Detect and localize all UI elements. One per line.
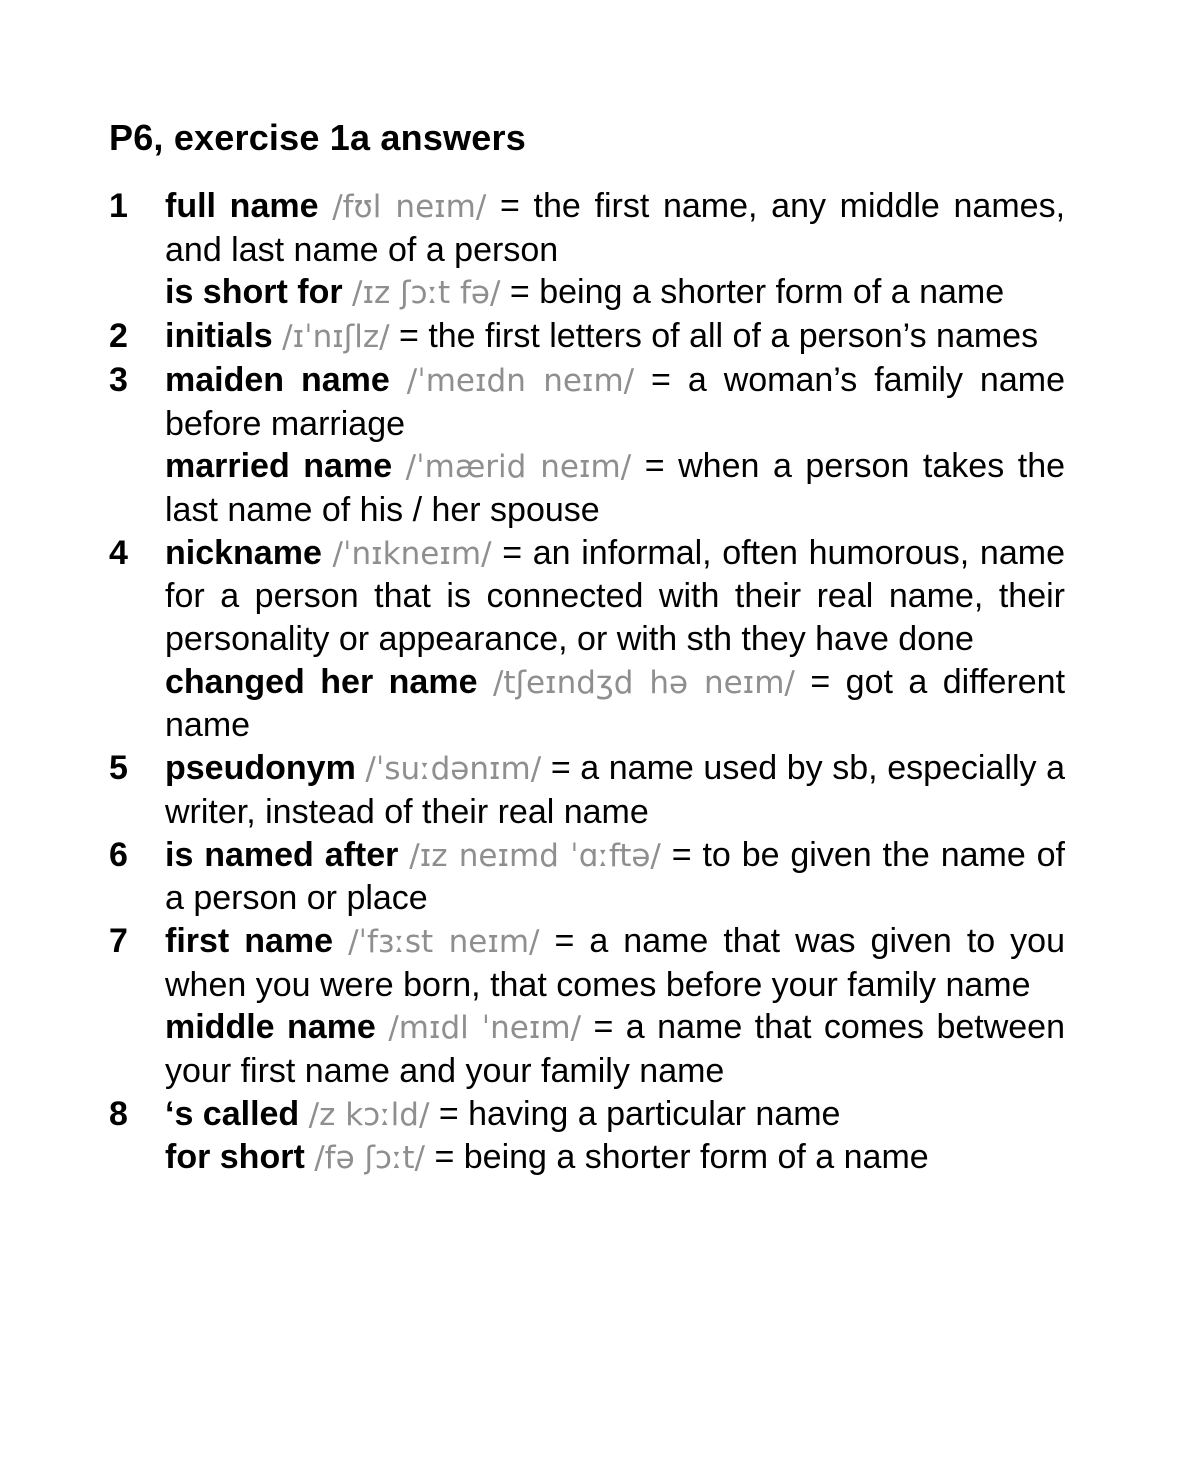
definition-text: = being a shorter form of a name [434,1138,929,1177]
definition [165,661,1065,747]
definition [165,747,1065,833]
definition-group [165,315,1065,359]
phonetic-transcription: /ɪz neɪmd ˈɑːftə/ [409,837,661,874]
definition-group [165,185,1065,315]
definition [165,532,1065,661]
definition-text: = a name used by sb, especially a writer, instead of their real name [165,749,1066,831]
vocab-term: is named after [165,835,399,874]
definition-group [165,920,1065,1093]
definition-text: = got a different name [165,662,1066,745]
vocab-term: changed her name [165,662,478,701]
answer-number: 4 [109,533,128,572]
vocab-term: first name [165,921,334,960]
answer-number: 8 [109,1094,128,1133]
answer-item [109,315,1065,359]
vocab-term: married name [165,447,393,486]
vocab-term: middle name [165,1008,376,1047]
definition [165,315,1065,359]
answer-item [109,747,1065,833]
definition-group [165,532,1065,748]
phonetic-transcription: /ˈfɜːst neɪm/ [348,923,540,960]
phonetic-transcription: /z kɔːld/ [308,1096,430,1133]
definition-text: = having a particular name [438,1094,841,1133]
definition [165,445,1065,531]
definition [165,359,1065,445]
definition [165,834,1065,920]
definition-group [165,359,1065,532]
definition [165,271,1065,315]
phonetic-transcription: /ɪˈnɪʃlz/ [282,319,390,356]
answer-number: 3 [109,360,128,399]
vocab-term: nickname [165,533,322,572]
definition [165,1136,1065,1180]
definition-text: = when a person takes the last name of his / her spouse [165,447,1066,529]
definition-group [165,834,1065,920]
answer-number: 7 [109,921,128,960]
answer-item [109,185,1065,315]
definition-text: = a name that comes between your first name and your family name [165,1008,1065,1091]
phonetic-transcription: /fə ʃɔːt/ [314,1140,426,1177]
vocab-term: is short for [165,273,343,312]
vocab-term: maiden name [165,360,390,399]
answer-number: 5 [109,749,128,788]
page-title: P6, exercise 1a answers [109,117,526,158]
answer-number: 1 [109,187,128,225]
phonetic-transcription: /tʃeɪndʒd hə neɪm/ [492,664,795,701]
vocab-term: pseudonym [165,749,356,788]
answer-list [109,185,1065,1180]
vocab-term: ‘s called [165,1094,300,1133]
answer-item [109,920,1065,1093]
definition [165,1093,1065,1137]
definition-text: = the first name, any middle names, and last name of a person [165,187,1066,269]
phonetic-transcription: /fʊl neɪm/ [332,189,487,225]
definition-group [165,1093,1065,1180]
answer-number: 6 [109,835,128,874]
vocab-term: initials [165,317,273,356]
definition-text: = a woman’s family name before marriage [165,360,1065,443]
definition-group [165,747,1065,833]
phonetic-transcription: /ˈsuːdənɪm/ [365,751,542,788]
vocab-term: for short [165,1138,305,1177]
answer-item [109,834,1065,920]
answer-number: 2 [109,317,128,356]
answer-item [109,359,1065,532]
phonetic-transcription: /ˈmeɪdn neɪm/ [406,362,635,399]
definition-text: = an informal, often humorous, name for a person that is connected with their real name, their personality or appearance, or with sth they have done [165,533,1065,659]
definition [165,1006,1065,1092]
phonetic-transcription: /mɪdl ˈneɪm/ [388,1010,582,1047]
definition [165,920,1065,1006]
answer-sheet [109,112,1065,1180]
phonetic-transcription: /ˈnɪkneɪm/ [332,535,492,572]
definition-text: = to be given the name of a person or place [165,835,1065,918]
definition-text: = a name that was given to you when you were born, that comes before your family name [165,921,1066,1004]
answer-item [109,1093,1065,1180]
definition-text: = the first letters of all of a person’s names [399,317,1039,356]
vocab-term: full name [165,187,319,225]
definition-text: = being a shorter form of a name [509,273,1005,312]
definition [165,185,1065,271]
phonetic-transcription: /ɪz ʃɔːt fə/ [352,275,501,312]
answer-item [109,532,1065,748]
phonetic-transcription: /ˈmærid neɪm/ [405,449,632,486]
